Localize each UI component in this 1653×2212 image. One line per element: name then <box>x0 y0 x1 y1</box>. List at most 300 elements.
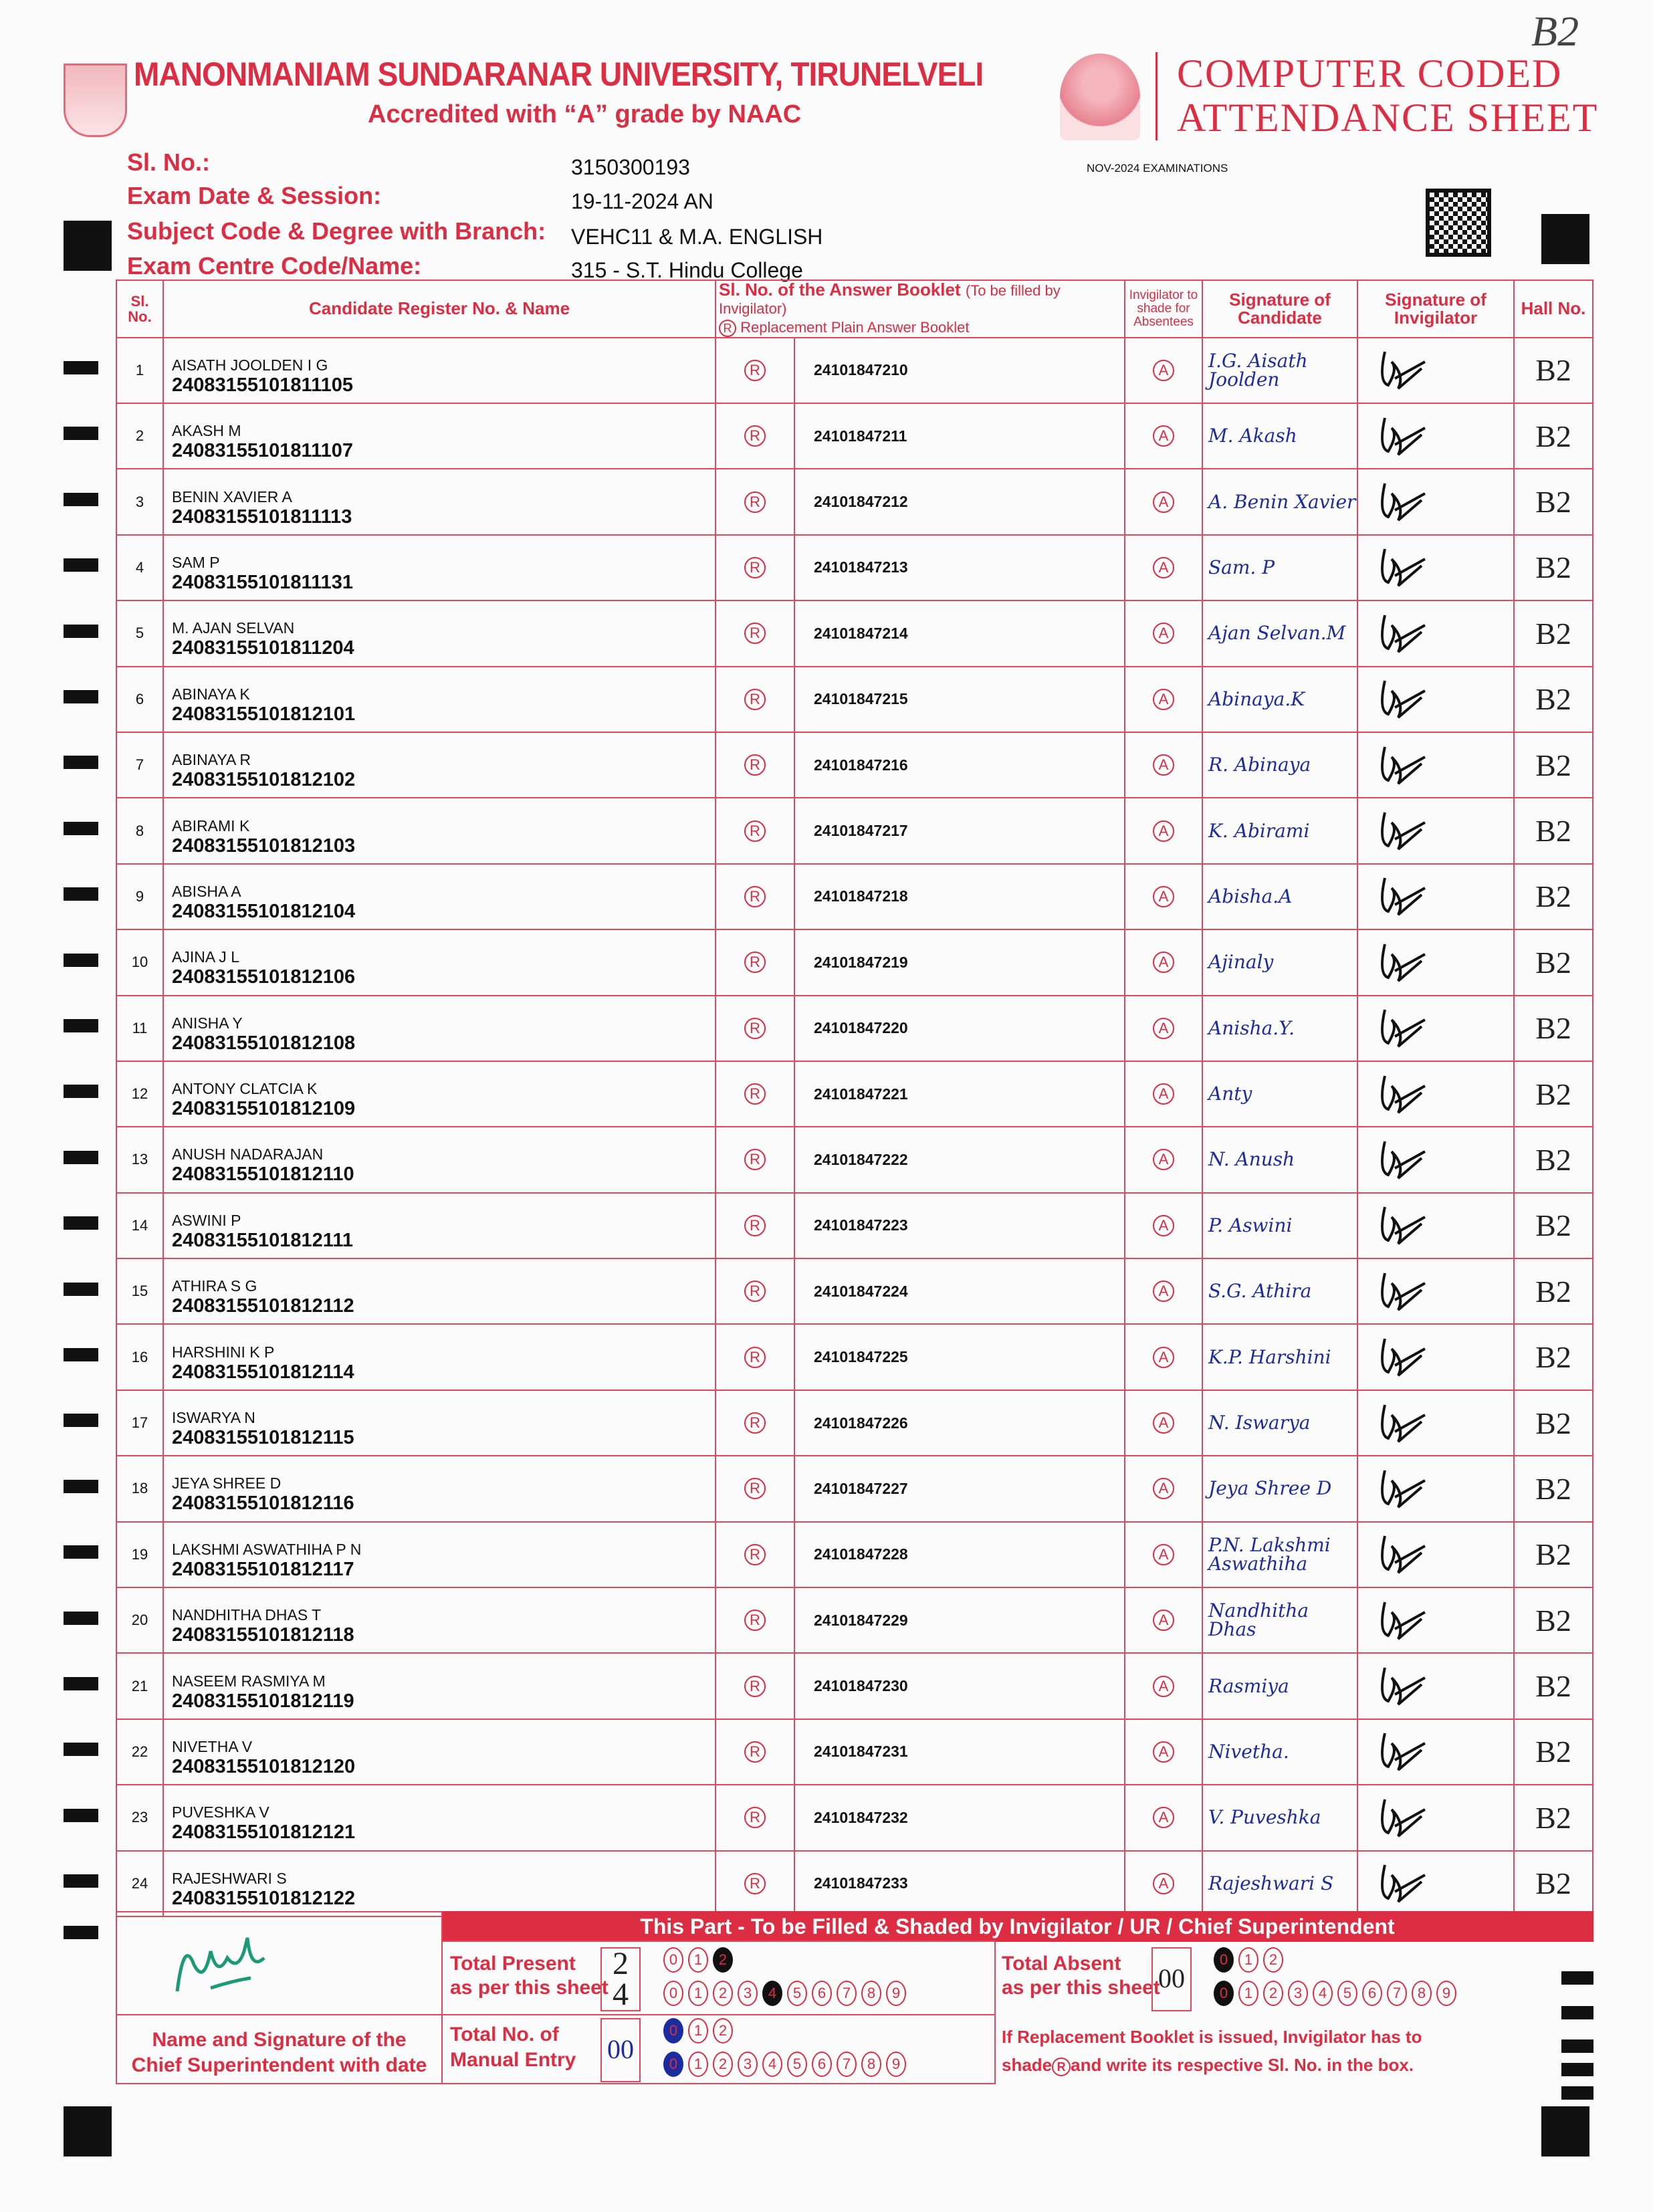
register-no: 24083155101812104 <box>172 900 356 922</box>
candidate-name: AKASH M <box>172 422 241 440</box>
replacement-bubble[interactable]: R <box>744 1741 766 1763</box>
candidate-name: NANDHITHA DHAS T <box>172 1606 322 1624</box>
digit-bubble-1[interactable]: 1 <box>688 2018 708 2043</box>
table-row <box>116 403 1593 469</box>
absent-bubble[interactable]: A <box>1153 425 1174 447</box>
absent-bubble[interactable]: A <box>1153 1873 1174 1894</box>
digit-bubble-9[interactable]: 9 <box>886 2052 906 2077</box>
absent-bubble[interactable]: A <box>1153 1018 1174 1039</box>
register-no: 24083155101812101 <box>172 703 356 725</box>
digit-bubble-4[interactable]: 4 <box>1313 1981 1333 2006</box>
replacement-note: Replacement Plain Answer Booklet <box>740 318 970 336</box>
invigilator-signature-cell <box>1357 929 1514 995</box>
registration-mark <box>1541 2106 1589 2156</box>
candidate-signature: M. Akash <box>1202 403 1357 469</box>
sheet-title-1: COMPUTER CODED <box>1177 51 1563 96</box>
exam-date-value: 19-11-2024 AN <box>571 189 713 213</box>
invigilator-signature <box>1358 539 1438 592</box>
replacement-bubble[interactable]: R <box>744 360 766 381</box>
table-row <box>116 600 1593 666</box>
digit-bubble-4[interactable]: 4 <box>762 2052 782 2077</box>
replacement-bubble[interactable]: R <box>744 1281 766 1302</box>
replacement-bubble[interactable]: R <box>744 1807 766 1828</box>
register-no: 24083155101811107 <box>172 440 353 462</box>
candidate-name: ABINAYA K <box>172 685 250 703</box>
invigilator-signature-cell <box>1357 1324 1514 1390</box>
table-row <box>116 1719 1593 1785</box>
digit-bubble-0[interactable]: 0 <box>663 1981 683 2006</box>
invigilator-signature <box>1358 342 1438 395</box>
digit-bubble-2[interactable]: 2 <box>1263 1947 1283 1973</box>
hall-no: B2 <box>1514 1193 1593 1258</box>
invigilator-signature <box>1358 605 1438 659</box>
digit-bubble-5[interactable]: 5 <box>787 2052 807 2077</box>
booklet-no: 24101847224 <box>794 1258 1125 1324</box>
candidate-name: ANTONY CLATCIA K <box>172 1080 318 1098</box>
row-sl: 24 <box>116 1851 163 1916</box>
booklet-no: 24101847225 <box>794 1324 1125 1390</box>
absent-bubble[interactable]: A <box>1153 1544 1174 1565</box>
replacement-bubble[interactable]: R <box>744 1478 766 1499</box>
candidate-signature: Abisha.A <box>1202 864 1357 929</box>
digit-bubble-0[interactable]: 0 <box>663 2052 683 2077</box>
row-sl: 7 <box>116 732 163 798</box>
absent-bubble[interactable]: A <box>1153 1741 1174 1763</box>
absent-bubble[interactable]: A <box>1153 1676 1174 1697</box>
replacement-bubble[interactable]: R <box>744 1083 766 1105</box>
absent-bubble[interactable]: A <box>1153 1807 1174 1828</box>
table-row <box>116 1193 1593 1258</box>
invigilator-signature-cell <box>1357 338 1514 403</box>
absent-bubble[interactable]: A <box>1153 754 1174 776</box>
row-sl: 2 <box>116 403 163 469</box>
accreditation: Accredited with “A” grade by NAAC <box>368 100 802 128</box>
candidate-signature: I.G. Aisath Joolden <box>1202 338 1357 403</box>
candidate-name: ANISHA Y <box>172 1014 243 1032</box>
digit-bubble-2[interactable]: 2 <box>713 1981 733 2006</box>
register-no: 24083155101812115 <box>172 1427 354 1449</box>
table-row <box>116 667 1593 732</box>
candidate-signature: Abinaya.K <box>1202 667 1357 732</box>
digit-bubble-5[interactable]: 5 <box>787 1981 807 2006</box>
hall-no: B2 <box>1514 1719 1593 1785</box>
register-no: 24083155101812118 <box>172 1624 354 1646</box>
row-sl: 16 <box>116 1324 163 1390</box>
invigilator-signature-cell <box>1357 1390 1514 1456</box>
invigilator-signature <box>1358 1197 1438 1250</box>
serial-value: 3150300193 <box>571 155 690 179</box>
timing-mark <box>64 1348 98 1361</box>
booklet-no: 24101847218 <box>794 864 1125 929</box>
manual-written-box <box>600 2018 641 2082</box>
table-row <box>116 1456 1593 1521</box>
digit-bubble-4[interactable]: 4 <box>762 1981 782 2006</box>
registration-mark <box>1541 214 1589 264</box>
replacement-bubble[interactable]: R <box>744 1347 766 1368</box>
invigilator-signature-cell <box>1357 864 1514 929</box>
timing-mark <box>64 954 98 967</box>
replacement-bubble[interactable]: R <box>744 1610 766 1631</box>
present-tens-written: 2 <box>613 1946 629 1981</box>
invigilator-signature <box>1358 1658 1438 1711</box>
timing-mark <box>64 625 98 638</box>
invigilator-section-banner: This Part - To be Filled & Shaded by Invigilator / UR / Chief Superintendent <box>441 1911 1593 1942</box>
invigilator-signature-cell <box>1357 600 1514 666</box>
candidate-signature: Rajeshwari S <box>1202 1851 1357 1916</box>
candidate-name: ABISHA A <box>172 882 241 900</box>
table-row <box>116 1258 1593 1324</box>
hall-no: B2 <box>1514 1324 1593 1390</box>
invigilator-signature-cell <box>1357 1127 1514 1192</box>
invigilator-signature <box>1358 1066 1438 1119</box>
candidate-signature: P.N. Lakshmi Aswathiha <box>1202 1522 1357 1587</box>
row-sl: 18 <box>116 1456 163 1521</box>
timing-mark <box>64 1216 98 1230</box>
digit-bubble-0[interactable]: 0 <box>663 1947 683 1973</box>
digit-bubble-3[interactable]: 3 <box>738 2052 758 2077</box>
invigilator-signature <box>1358 1131 1438 1185</box>
register-no: 24083155101812112 <box>172 1295 354 1317</box>
booklet-no: 24101847212 <box>794 469 1125 534</box>
booklet-no: 24101847227 <box>794 1456 1125 1521</box>
digit-bubble-2[interactable]: 2 <box>1263 1981 1283 2006</box>
booklet-no: 24101847223 <box>794 1193 1125 1258</box>
absent-bubble[interactable]: A <box>1153 1149 1174 1170</box>
digit-bubble-8[interactable]: 8 <box>861 1981 881 2006</box>
absent-bubble[interactable]: A <box>1153 1347 1174 1368</box>
candidate-cell <box>163 403 715 469</box>
table-row <box>116 1851 1593 1916</box>
replacement-bubble[interactable]: R <box>744 1873 766 1894</box>
row-sl: 21 <box>116 1653 163 1719</box>
booklet-no: 24101847222 <box>794 1127 1125 1192</box>
booklet-no: 24101847213 <box>794 535 1125 600</box>
candidate-cell <box>163 667 715 732</box>
booklet-no: 24101847214 <box>794 600 1125 666</box>
digit-bubble-9[interactable]: 9 <box>1436 1981 1456 2006</box>
exam-date-label: Exam Date & Session: <box>127 182 382 209</box>
candidate-signature: K. Abirami <box>1202 798 1357 863</box>
digit-bubble-1[interactable]: 1 <box>688 2052 708 2077</box>
digit-bubble-5[interactable]: 5 <box>1337 1981 1357 2006</box>
hall-no: B2 <box>1514 535 1593 600</box>
replacement-bubble[interactable]: R <box>744 1215 766 1236</box>
hall-no: B2 <box>1514 732 1593 798</box>
candidate-signature: Jeya Shree D <box>1202 1456 1357 1521</box>
invigilator-signature <box>1358 737 1438 790</box>
candidate-name: M. AJAN SELVAN <box>172 619 295 637</box>
absent-bubble[interactable]: A <box>1153 360 1174 381</box>
replacement-bubble[interactable]: R <box>744 491 766 513</box>
replacement-bubble[interactable]: R <box>744 820 766 842</box>
register-no: 24083155101811131 <box>172 571 353 593</box>
register-no: 24083155101812114 <box>172 1361 354 1383</box>
candidate-signature: Nivetha. <box>1202 1719 1357 1785</box>
replacement-bubble[interactable]: R <box>744 754 766 776</box>
invigilator-signature <box>1358 1460 1438 1514</box>
replacement-bubble[interactable]: R <box>744 1412 766 1434</box>
absent-bubble[interactable]: A <box>1153 1083 1174 1105</box>
candidate-signature: N. Anush <box>1202 1127 1357 1192</box>
candidate-name: BENIN XAVIER A <box>172 487 292 506</box>
digit-bubble-1[interactable]: 1 <box>1238 1947 1258 1973</box>
replacement-bubble[interactable]: R <box>744 1149 766 1170</box>
sheet-title-2: ATTENDANCE SHEET <box>1177 96 1599 140</box>
booklet-no: 24101847232 <box>794 1785 1125 1850</box>
absent-bubble[interactable]: A <box>1153 491 1174 513</box>
timing-mark <box>64 427 98 440</box>
invigilator-signature-cell <box>1357 535 1514 600</box>
digit-bubble-1[interactable]: 1 <box>688 1947 708 1973</box>
timing-mark <box>1561 2086 1593 2100</box>
booklet-no: 24101847230 <box>794 1653 1125 1719</box>
candidate-name: JEYA SHREE D <box>172 1474 282 1492</box>
invigilator-signature-cell <box>1357 1851 1514 1916</box>
col-name: Candidate Register No. & Name <box>163 280 715 338</box>
candidate-cell <box>163 1258 715 1324</box>
col-sig-candidate: Signature of Candidate <box>1202 280 1357 338</box>
invigilator-signature-cell <box>1357 1785 1514 1850</box>
candidate-cell <box>163 600 715 666</box>
row-sl: 20 <box>116 1587 163 1653</box>
col-sig-invigilator: Signature of Invigilator <box>1357 280 1514 338</box>
attendance-table <box>116 280 1593 1917</box>
invigilator-signature <box>1358 1395 1438 1448</box>
replacement-bubble[interactable]: R <box>744 886 766 907</box>
chief-signature-box <box>116 1911 443 2015</box>
invigilator-signature <box>1358 868 1438 921</box>
invigilator-signature <box>1358 1000 1438 1053</box>
chief-signature <box>164 1924 364 2005</box>
row-sl: 15 <box>116 1258 163 1324</box>
candidate-name: SAM P <box>172 553 220 571</box>
absent-bubble[interactable]: A <box>1153 820 1174 842</box>
candidate-signature: Ajinaly <box>1202 929 1357 995</box>
table-row <box>116 1587 1593 1653</box>
booklet-no: 24101847215 <box>794 667 1125 732</box>
digit-bubble-7[interactable]: 7 <box>1387 1981 1407 2006</box>
table-row <box>116 1390 1593 1456</box>
absent-bubble[interactable]: A <box>1153 886 1174 907</box>
table-row <box>116 798 1593 863</box>
present-label-1: Total Present <box>450 1953 576 1975</box>
absent-label-1: Total Absent <box>1002 1953 1121 1975</box>
table-row <box>116 535 1593 600</box>
table-row <box>116 338 1593 403</box>
replacement-bubble[interactable]: R <box>744 425 766 447</box>
digit-bubble-2[interactable]: 2 <box>713 2018 733 2043</box>
register-no: 24083155101812117 <box>172 1558 354 1580</box>
invigilator-signature-cell <box>1357 1653 1514 1719</box>
table-row <box>116 1061 1593 1127</box>
candidate-cell <box>163 1785 715 1850</box>
register-no: 24083155101812109 <box>172 1098 356 1120</box>
timing-mark <box>64 1677 98 1690</box>
timing-mark <box>64 1743 98 1756</box>
candidate-cell <box>163 798 715 863</box>
table-row <box>116 864 1593 929</box>
chief-label-1: Name and Signature of the <box>152 2029 407 2051</box>
digit-bubble-7[interactable]: 7 <box>837 2052 857 2077</box>
row-sl: 23 <box>116 1785 163 1850</box>
invigilator-signature-cell <box>1357 1061 1514 1127</box>
register-no: 24083155101812122 <box>172 1887 356 1909</box>
row-sl: 14 <box>116 1193 163 1258</box>
candidate-cell <box>163 535 715 600</box>
registration-mark <box>64 2106 112 2156</box>
replacement-bubble[interactable]: R <box>744 1544 766 1565</box>
hall-no: B2 <box>1514 667 1593 732</box>
candidate-signature: S.G. Athira <box>1202 1258 1357 1324</box>
absent-bubble[interactable]: A <box>1153 1281 1174 1302</box>
timing-mark <box>64 756 98 769</box>
row-sl: 8 <box>116 798 163 863</box>
hall-no: B2 <box>1514 864 1593 929</box>
candidate-name: HARSHINI K P <box>172 1343 275 1361</box>
absent-bubble[interactable]: A <box>1153 1215 1174 1236</box>
invigilator-signature <box>1358 802 1438 856</box>
table-row <box>116 996 1593 1061</box>
absent-bubble[interactable]: A <box>1153 623 1174 644</box>
absent-bubble[interactable]: A <box>1153 1412 1174 1434</box>
table-row <box>116 1522 1593 1587</box>
booklet-no: 24101847231 <box>794 1719 1125 1785</box>
digit-bubble-2[interactable]: 2 <box>713 1947 733 1973</box>
candidate-name: NIVETHA V <box>172 1737 253 1755</box>
candidate-signature: Anisha.Y. <box>1202 996 1357 1061</box>
invigilator-signature-cell <box>1357 667 1514 732</box>
replacement-bubble[interactable]: R <box>744 623 766 644</box>
candidate-cell <box>163 1587 715 1653</box>
register-no: 24083155101812110 <box>172 1164 354 1186</box>
absent-bubble[interactable]: A <box>1153 689 1174 710</box>
booklet-no: 24101847216 <box>794 732 1125 798</box>
invigilator-signature <box>1358 1592 1438 1646</box>
timing-mark <box>64 1480 98 1493</box>
candidate-signature: Ajan Selvan.M <box>1202 600 1357 666</box>
invigilator-signature-cell <box>1357 732 1514 798</box>
replacement-bubble[interactable]: R <box>744 1018 766 1039</box>
digit-bubble-6[interactable]: 6 <box>1362 1981 1382 2006</box>
hall-no: B2 <box>1514 338 1593 403</box>
booklet-no: 24101847233 <box>794 1851 1125 1916</box>
hall-no: B2 <box>1514 1522 1593 1587</box>
booklet-note: (To be filled by Invigilator) <box>719 282 1061 318</box>
note-line-1: If Replacement Booklet is issued, Invigilator has to <box>1002 2027 1422 2047</box>
absent-units-bubbles <box>1214 1981 1461 2006</box>
timing-mark <box>64 1151 98 1164</box>
digit-bubble-8[interactable]: 8 <box>1412 1981 1432 2006</box>
register-no: 24083155101811105 <box>172 374 353 396</box>
digit-bubble-0[interactable]: 0 <box>663 2018 683 2043</box>
register-no: 24083155101811113 <box>172 506 352 528</box>
timing-mark <box>64 1874 98 1888</box>
absent-bubble[interactable]: A <box>1153 1610 1174 1631</box>
founder-portrait <box>1060 53 1140 140</box>
row-sl: 9 <box>116 864 163 929</box>
booklet-no: 24101847229 <box>794 1587 1125 1653</box>
university-logo <box>64 64 127 137</box>
replacement-bubble[interactable]: R <box>744 952 766 973</box>
digit-bubble-8[interactable]: 8 <box>861 2052 881 2077</box>
manual-units-bubbles <box>663 2052 911 2077</box>
invigilator-signature <box>1358 1789 1438 1843</box>
table-row <box>116 732 1593 798</box>
register-no: 24083155101812120 <box>172 1755 356 1777</box>
candidate-name: LAKSHMI ASWATHIHA P N <box>172 1540 362 1558</box>
note-line-2: and write its respective Sl. No. in the box. <box>1071 2054 1414 2075</box>
chief-label-box <box>116 2014 443 2084</box>
digit-bubble-1[interactable]: 1 <box>1238 1981 1258 2006</box>
candidate-signature: N. Iswarya <box>1202 1390 1357 1456</box>
candidate-name: ABINAYA R <box>172 751 251 769</box>
col-hall: Hall No. <box>1514 280 1593 338</box>
replacement-bubble[interactable]: R <box>744 557 766 578</box>
digit-bubble-7[interactable]: 7 <box>837 1981 857 2006</box>
invigilator-signature-cell <box>1357 1456 1514 1521</box>
candidate-cell <box>163 1193 715 1258</box>
absent-bubble[interactable]: A <box>1153 1478 1174 1499</box>
digit-bubble-1[interactable]: 1 <box>688 1981 708 2006</box>
centre-label: Exam Centre Code/Name: <box>127 252 422 280</box>
candidate-cell <box>163 1522 715 1587</box>
hall-no: B2 <box>1514 929 1593 995</box>
absent-written: 00 <box>1158 1963 1185 1993</box>
digit-bubble-3[interactable]: 3 <box>738 1981 758 2006</box>
invigilator-signature-cell <box>1357 403 1514 469</box>
replacement-bubble[interactable]: R <box>744 1676 766 1697</box>
digit-bubble-0[interactable]: 0 <box>1214 1947 1234 1973</box>
invigilator-signature-cell <box>1357 469 1514 534</box>
divider <box>1155 52 1158 140</box>
digit-bubble-3[interactable]: 3 <box>1288 1981 1308 2006</box>
candidate-signature: V. Puveshka <box>1202 1785 1357 1850</box>
candidate-name: ANUSH NADARAJAN <box>172 1145 324 1164</box>
timing-mark <box>64 1085 98 1098</box>
candidate-cell <box>163 469 715 534</box>
candidate-cell <box>163 929 715 995</box>
digit-bubble-9[interactable]: 9 <box>886 1981 906 2006</box>
digit-bubble-6[interactable]: 6 <box>812 2052 832 2077</box>
digit-bubble-6[interactable]: 6 <box>812 1981 832 2006</box>
row-sl: 10 <box>116 929 163 995</box>
candidate-cell <box>163 732 715 798</box>
candidate-signature: A. Benin Xavier <box>1202 469 1357 534</box>
invigilator-signature <box>1358 1526 1438 1579</box>
candidate-signature: K.P. Harshini <box>1202 1324 1357 1390</box>
timing-mark <box>1561 2006 1593 2019</box>
row-sl: 12 <box>116 1061 163 1127</box>
absent-bubble[interactable]: A <box>1153 557 1174 578</box>
candidate-cell <box>163 1127 715 1192</box>
candidate-signature: Nandhitha Dhas <box>1202 1587 1357 1653</box>
register-no: 24083155101811204 <box>172 637 354 659</box>
candidate-cell <box>163 1456 715 1521</box>
col-sl: Sl. No. <box>116 280 163 338</box>
replacement-bubble[interactable]: R <box>744 689 766 710</box>
hall-no: B2 <box>1514 1127 1593 1192</box>
absent-bubble[interactable]: A <box>1153 952 1174 973</box>
digit-bubble-0[interactable]: 0 <box>1214 1981 1234 2006</box>
hall-no: B2 <box>1514 1653 1593 1719</box>
timing-mark <box>64 1019 98 1032</box>
invigilator-signature <box>1358 671 1438 724</box>
digit-bubble-2[interactable]: 2 <box>713 2052 733 2077</box>
replacement-note-footer <box>1002 2023 1422 2079</box>
candidate-cell <box>163 996 715 1061</box>
subject-label: Subject Code & Degree with Branch: <box>127 217 546 245</box>
table-row <box>116 929 1593 995</box>
